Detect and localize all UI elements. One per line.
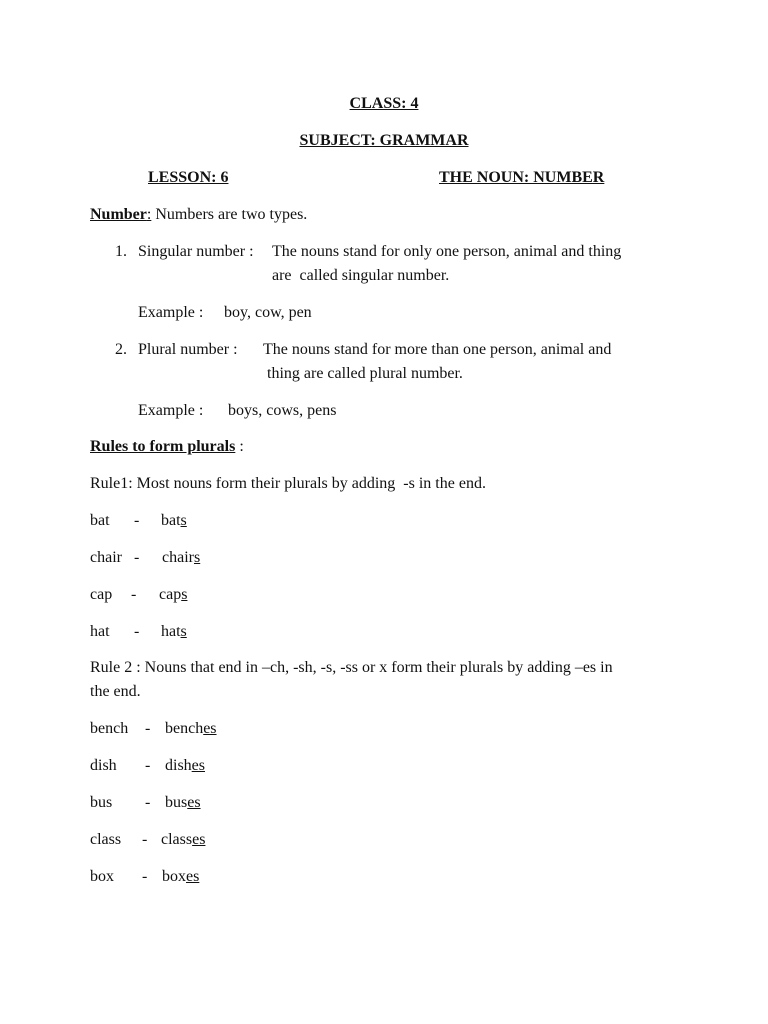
- type-2-example-label: Example :: [138, 402, 204, 419]
- rule-2-example-plural: [165, 719, 217, 739]
- plural-suffix: s: [180, 512, 187, 529]
- rule-1-example-dash: -: [134, 512, 140, 529]
- plural-suffix: s: [180, 623, 187, 640]
- rule-2-example-dash: -: [145, 757, 151, 774]
- rule-2-example-plural: [165, 793, 201, 813]
- plural-suffix: es: [187, 794, 201, 811]
- type-1-example-text: boy, cow, pen: [224, 304, 312, 321]
- rules-heading-text: Rules to form plurals: [90, 438, 236, 455]
- rule-2-example-dash: -: [142, 831, 148, 848]
- plural-stem: hat: [161, 623, 181, 640]
- rule-1-example-plural: [162, 548, 200, 568]
- rule-2-example-plural: [165, 756, 205, 776]
- plural-suffix: es: [191, 757, 205, 774]
- type-1-name: Singular number :: [138, 243, 254, 260]
- rule-2-example-singular: bus: [90, 794, 113, 811]
- lesson-heading: LESSON: 6: [148, 169, 229, 186]
- rule-2-text-line1: Rule 2 : Nouns that end in –ch, -sh, -s, -ss or x form their plurals by adding –es in: [90, 659, 613, 676]
- rule-1-example-singular: bat: [90, 512, 110, 529]
- rules-heading: [90, 437, 244, 457]
- type-1-definition-line1: The nouns stand for only one person, animal and thing: [272, 243, 622, 260]
- rules-heading-suffix: :: [235, 438, 244, 455]
- rule-1-example-singular: chair: [90, 549, 122, 566]
- plural-suffix: es: [186, 868, 200, 885]
- class-heading: CLASS: 4: [349, 95, 419, 112]
- rule-1-example-dash: -: [134, 549, 140, 566]
- rule-2-example-singular: bench: [90, 720, 129, 737]
- rule-2-example-singular: box: [90, 868, 114, 885]
- type-2-example-text: boys, cows, pens: [228, 402, 337, 419]
- rule-2-text-line2: the end.: [90, 683, 141, 700]
- plural-suffix: s: [193, 549, 201, 566]
- type-1-definition-line2: are called singular number.: [272, 267, 450, 284]
- rule-2-example-singular: class: [90, 831, 122, 848]
- plural-stem: box: [162, 868, 186, 885]
- type-2-name: Plural number :: [138, 341, 238, 358]
- topic-heading: THE NOUN: NUMBER: [439, 169, 605, 186]
- rule-1-example-plural: [159, 585, 187, 605]
- rule-1-example-dash: -: [131, 586, 137, 603]
- plural-suffix: es: [203, 720, 217, 737]
- type-1-example-label: Example :: [138, 304, 204, 321]
- plural-stem: bat: [161, 512, 181, 529]
- plural-stem: bus: [165, 794, 188, 811]
- intro-line: [90, 205, 307, 225]
- intro-term: Number: [90, 206, 147, 223]
- type-2-definition-line2: thing are called plural number.: [267, 365, 463, 382]
- type-2-definition-line1: The nouns stand for more than one person, animal and: [263, 341, 612, 358]
- rule-1-example-singular: hat: [90, 623, 110, 640]
- rule-2-example-plural: [161, 830, 205, 850]
- rule-2-example-dash: -: [145, 794, 151, 811]
- rule-1-text: Rule1: Most nouns form their plurals by adding -s in the end.: [90, 475, 486, 492]
- intro-text: Numbers are two types.: [151, 206, 308, 223]
- type-2-num: 2.: [115, 341, 127, 358]
- rule-2-example-plural: [162, 867, 199, 887]
- plural-suffix: es: [192, 831, 206, 848]
- rule-2-example-dash: -: [142, 868, 148, 885]
- plural-suffix: s: [181, 586, 188, 603]
- rule-2-example-singular: dish: [90, 757, 117, 774]
- rule-2-example-dash: -: [145, 720, 151, 737]
- rule-1-example-plural: [161, 622, 187, 642]
- plural-stem: chair: [162, 549, 194, 566]
- plural-stem: bench: [165, 720, 204, 737]
- rule-1-example-dash: -: [134, 623, 140, 640]
- type-1-num: 1.: [115, 243, 127, 260]
- plural-stem: cap: [159, 586, 182, 603]
- rule-1-example-singular: cap: [90, 586, 113, 603]
- subject-heading: SUBJECT: GRAMMAR: [299, 132, 469, 149]
- rule-1-example-plural: [161, 511, 187, 531]
- intro-colon: :: [146, 206, 152, 223]
- plural-stem: dish: [165, 757, 192, 774]
- plural-stem: class: [161, 831, 193, 848]
